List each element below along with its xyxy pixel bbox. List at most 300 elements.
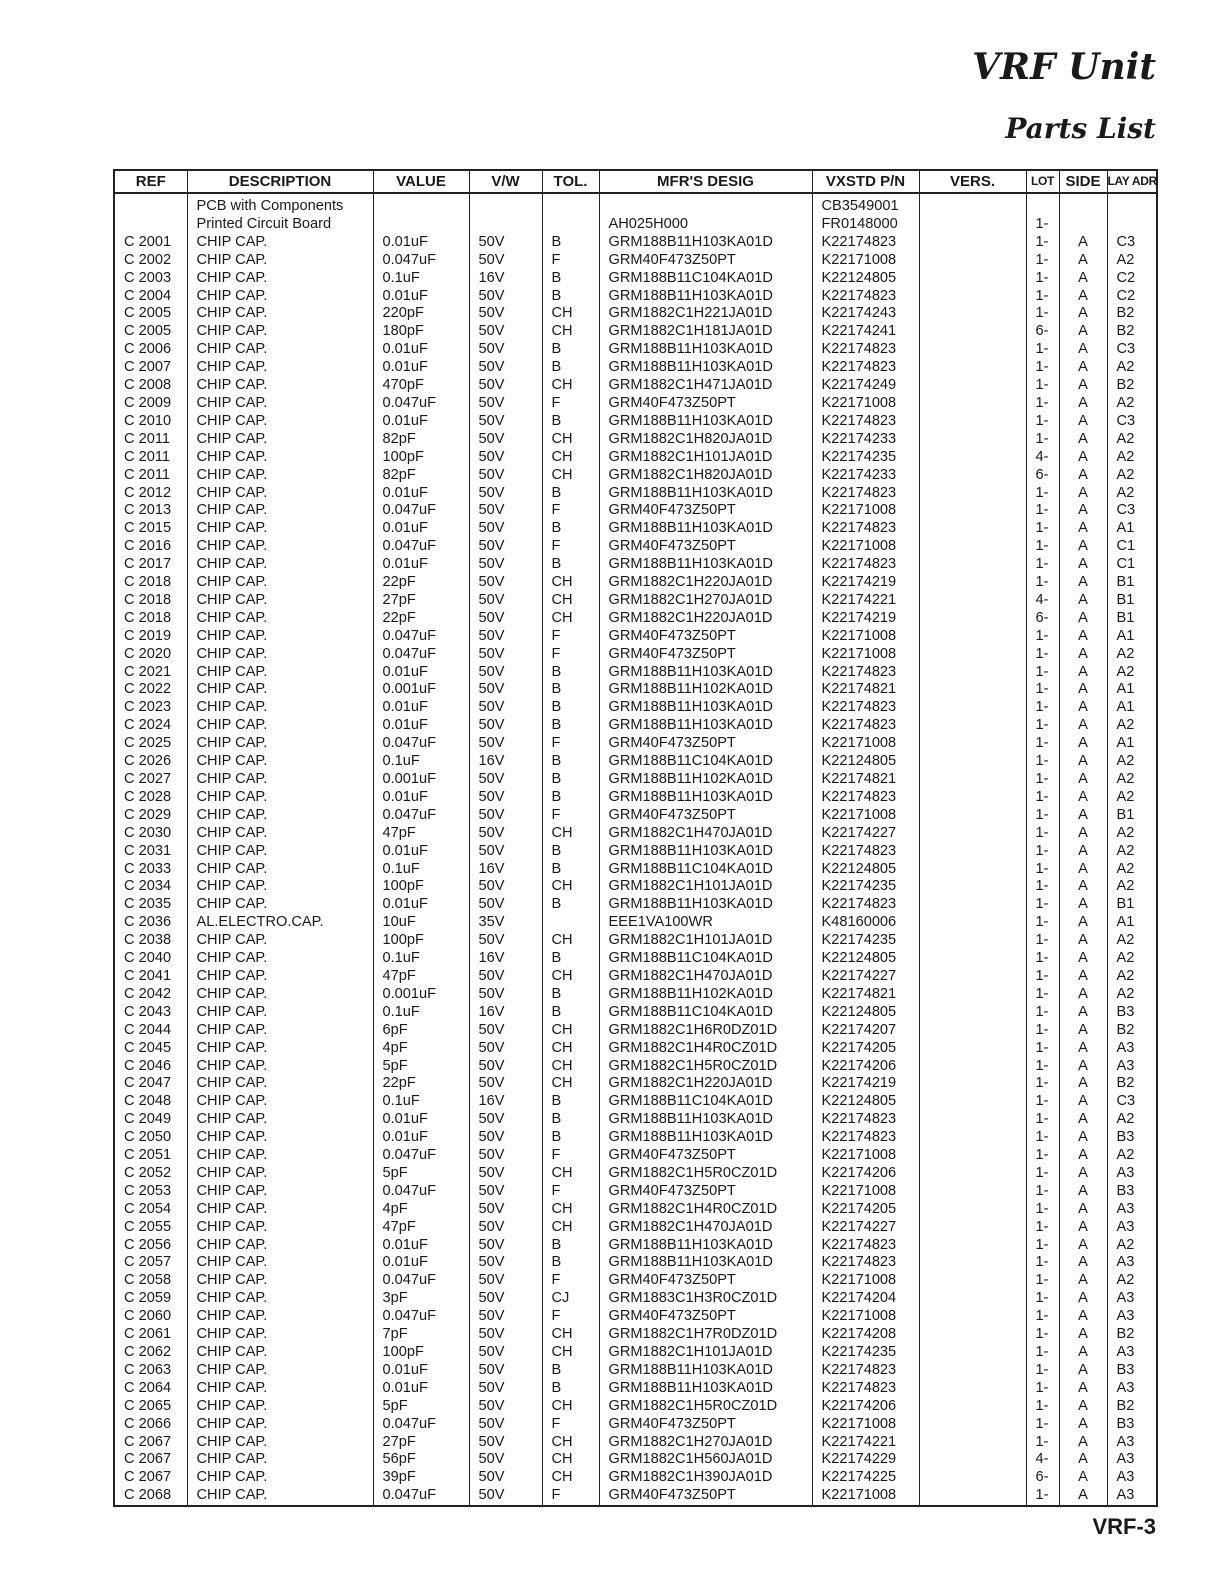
side-cell: A <box>1059 305 1107 323</box>
side-cell: A <box>1059 288 1107 306</box>
lot-cell: 1- <box>1026 538 1059 556</box>
lay-adr-cell: B3 <box>1107 1362 1157 1380</box>
description-cell: CHIP CAP. <box>187 1237 373 1255</box>
tolerance-cell: B <box>542 1093 599 1111</box>
description-cell: AL.ELECTRO.CAP. <box>187 914 373 932</box>
mfr-desig-cell: GRM1882C1H181JA01D <box>599 323 812 341</box>
version-cell <box>919 610 1026 628</box>
vw-cell: 50V <box>469 896 542 914</box>
lot-cell: 1- <box>1026 1111 1059 1129</box>
version-cell <box>919 252 1026 270</box>
mfr-desig-cell: GRM1882C1H101JA01D <box>599 932 812 950</box>
vxstd-pn-cell: K22174823 <box>812 699 919 717</box>
tolerance-cell: B <box>542 1380 599 1398</box>
description-cell: CHIP CAP. <box>187 681 373 699</box>
version-cell <box>919 449 1026 467</box>
value-cell: 0.047uF <box>373 807 469 825</box>
lay-adr-cell: A1 <box>1107 735 1157 753</box>
table-row <box>114 395 1157 413</box>
tolerance-cell: F <box>542 252 599 270</box>
tolerance-cell: B <box>542 1254 599 1272</box>
table-row <box>114 681 1157 699</box>
vxstd-pn-cell: K22174206 <box>812 1165 919 1183</box>
ref-cell: C 2045 <box>114 1040 187 1058</box>
version-cell <box>919 1058 1026 1076</box>
version-cell <box>919 377 1026 395</box>
tolerance-cell: B <box>542 413 599 431</box>
table-row <box>114 1093 1157 1111</box>
mfr-desig-cell: GRM1882C1H101JA01D <box>599 1344 812 1362</box>
vw-cell: 50V <box>469 485 542 503</box>
vxstd-pn-cell: K22174241 <box>812 323 919 341</box>
mfr-desig-cell: GRM1882C1H220JA01D <box>599 574 812 592</box>
description-cell: CHIP CAP. <box>187 753 373 771</box>
lay-adr-cell: B2 <box>1107 1075 1157 1093</box>
mfr-desig-cell: GRM1882C1H471JA01D <box>599 377 812 395</box>
tolerance-cell: CH <box>542 431 599 449</box>
vw-cell: 50V <box>469 789 542 807</box>
version-cell <box>919 502 1026 520</box>
mfr-desig-cell: GRM40F473Z50PT <box>599 628 812 646</box>
table-row <box>114 467 1157 485</box>
version-cell <box>919 1344 1026 1362</box>
mfr-desig-cell: GRM1882C1H4R0CZ01D <box>599 1201 812 1219</box>
lot-cell: 1- <box>1026 807 1059 825</box>
version-cell <box>919 699 1026 717</box>
value-cell: 0.01uF <box>373 664 469 682</box>
ref-cell: C 2042 <box>114 986 187 1004</box>
tolerance-cell: B <box>542 789 599 807</box>
table-row <box>114 664 1157 682</box>
tolerance-cell: B <box>542 1237 599 1255</box>
vxstd-pn-cell: K22174823 <box>812 520 919 538</box>
vxstd-pn-cell: K22171008 <box>812 395 919 413</box>
version-cell <box>919 216 1026 234</box>
vw-cell: 50V <box>469 1219 542 1237</box>
value-cell: 0.01uF <box>373 520 469 538</box>
value-cell: 0.001uF <box>373 681 469 699</box>
vxstd-pn-cell: K48160006 <box>812 914 919 932</box>
ref-cell: C 2040 <box>114 950 187 968</box>
lay-adr-cell: A3 <box>1107 1254 1157 1272</box>
lot-cell: 1- <box>1026 789 1059 807</box>
mfr-desig-cell <box>599 193 812 216</box>
tolerance-cell: CH <box>542 1165 599 1183</box>
description-cell: CHIP CAP. <box>187 234 373 252</box>
lot-cell: 1- <box>1026 681 1059 699</box>
lot-cell: 1- <box>1026 413 1059 431</box>
value-cell: 7pF <box>373 1326 469 1344</box>
ref-cell: C 2003 <box>114 270 187 288</box>
side-cell: A <box>1059 646 1107 664</box>
column-header: SIDE <box>1059 170 1107 193</box>
table-row <box>114 1111 1157 1129</box>
value-cell: 470pF <box>373 377 469 395</box>
lot-cell: 1- <box>1026 950 1059 968</box>
value-cell: 0.01uF <box>373 288 469 306</box>
parts-list-table <box>113 169 1158 1507</box>
vw-cell: 50V <box>469 395 542 413</box>
lay-adr-cell: A3 <box>1107 1308 1157 1326</box>
version-cell <box>919 735 1026 753</box>
vw-cell: 50V <box>469 878 542 896</box>
side-cell: A <box>1059 681 1107 699</box>
description-cell: CHIP CAP. <box>187 270 373 288</box>
lot-cell: 1- <box>1026 1093 1059 1111</box>
version-cell <box>919 1362 1026 1380</box>
description-cell: CHIP CAP. <box>187 1040 373 1058</box>
vxstd-pn-cell: K22174823 <box>812 843 919 861</box>
side-cell: A <box>1059 735 1107 753</box>
table-row <box>114 1075 1157 1093</box>
lot-cell: 1- <box>1026 914 1059 932</box>
side-cell: A <box>1059 789 1107 807</box>
vxstd-pn-cell: K22174235 <box>812 878 919 896</box>
lay-adr-cell: C3 <box>1107 234 1157 252</box>
side-cell: A <box>1059 270 1107 288</box>
ref-cell: C 2011 <box>114 431 187 449</box>
ref-cell: C 2001 <box>114 234 187 252</box>
version-cell <box>919 825 1026 843</box>
vxstd-pn-cell: K22174235 <box>812 1344 919 1362</box>
side-cell: A <box>1059 413 1107 431</box>
side-cell: A <box>1059 1183 1107 1201</box>
tolerance-cell: CH <box>542 1022 599 1040</box>
lay-adr-cell: A2 <box>1107 843 1157 861</box>
tolerance-cell: B <box>542 896 599 914</box>
value-cell: 0.01uF <box>373 1237 469 1255</box>
mfr-desig-cell: GRM40F473Z50PT <box>599 1183 812 1201</box>
version-cell <box>919 520 1026 538</box>
ref-cell: C 2016 <box>114 538 187 556</box>
table-row <box>114 861 1157 879</box>
table-row <box>114 1344 1157 1362</box>
ref-cell: C 2026 <box>114 753 187 771</box>
version-cell <box>919 1434 1026 1452</box>
lot-cell: 1- <box>1026 395 1059 413</box>
lay-adr-cell: A2 <box>1107 1111 1157 1129</box>
value-cell: 39pF <box>373 1469 469 1487</box>
tolerance-cell: B <box>542 843 599 861</box>
mfr-desig-cell: GRM1882C1H220JA01D <box>599 610 812 628</box>
tolerance-cell: B <box>542 270 599 288</box>
mfr-desig-cell: GRM188B11H103KA01D <box>599 341 812 359</box>
side-cell: A <box>1059 359 1107 377</box>
version-cell <box>919 1416 1026 1434</box>
tolerance-cell: F <box>542 502 599 520</box>
tolerance-cell: F <box>542 1147 599 1165</box>
ref-cell: C 2033 <box>114 861 187 879</box>
version-cell <box>919 1183 1026 1201</box>
value-cell: 3pF <box>373 1290 469 1308</box>
description-cell: CHIP CAP. <box>187 1362 373 1380</box>
lay-adr-cell: A2 <box>1107 878 1157 896</box>
version-cell <box>919 431 1026 449</box>
table-row <box>114 1219 1157 1237</box>
version-cell <box>919 193 1026 216</box>
side-cell: A <box>1059 1147 1107 1165</box>
value-cell: 0.1uF <box>373 861 469 879</box>
description-cell: CHIP CAP. <box>187 1398 373 1416</box>
lay-adr-cell: A2 <box>1107 932 1157 950</box>
vw-cell: 16V <box>469 950 542 968</box>
vxstd-pn-cell: K22174823 <box>812 789 919 807</box>
description-cell: CHIP CAP. <box>187 574 373 592</box>
mfr-desig-cell: GRM40F473Z50PT <box>599 502 812 520</box>
table-row <box>114 193 1157 216</box>
vw-cell: 50V <box>469 807 542 825</box>
description-cell: CHIP CAP. <box>187 359 373 377</box>
tolerance-cell: F <box>542 628 599 646</box>
lay-adr-cell: C3 <box>1107 1093 1157 1111</box>
version-cell <box>919 628 1026 646</box>
lot-cell: 1- <box>1026 825 1059 843</box>
description-cell: CHIP CAP. <box>187 1290 373 1308</box>
mfr-desig-cell: GRM40F473Z50PT <box>599 1487 812 1506</box>
table-row <box>114 538 1157 556</box>
version-cell <box>919 1022 1026 1040</box>
lay-adr-cell: C2 <box>1107 288 1157 306</box>
tolerance-cell: B <box>542 288 599 306</box>
vxstd-pn-cell: K22174821 <box>812 771 919 789</box>
tolerance-cell: CH <box>542 1434 599 1452</box>
mfr-desig-cell: GRM1882C1H4R0CZ01D <box>599 1040 812 1058</box>
table-row <box>114 807 1157 825</box>
lot-cell: 1- <box>1026 717 1059 735</box>
mfr-desig-cell: GRM188B11H102KA01D <box>599 681 812 699</box>
lay-adr-cell: A3 <box>1107 1040 1157 1058</box>
lot-cell: 1- <box>1026 1058 1059 1076</box>
table-row <box>114 288 1157 306</box>
version-cell <box>919 1147 1026 1165</box>
mfr-desig-cell: GRM1882C1H820JA01D <box>599 431 812 449</box>
side-cell: A <box>1059 234 1107 252</box>
value-cell: 22pF <box>373 574 469 592</box>
version-cell <box>919 1165 1026 1183</box>
vw-cell: 50V <box>469 592 542 610</box>
lot-cell: 6- <box>1026 467 1059 485</box>
description-cell: CHIP CAP. <box>187 1308 373 1326</box>
lay-adr-cell: A2 <box>1107 861 1157 879</box>
mfr-desig-cell: GRM188B11H103KA01D <box>599 1237 812 1255</box>
side-cell: A <box>1059 449 1107 467</box>
vxstd-pn-cell: K22174823 <box>812 1362 919 1380</box>
lay-adr-cell: A2 <box>1107 1237 1157 1255</box>
vw-cell: 50V <box>469 1075 542 1093</box>
lot-cell: 1- <box>1026 1219 1059 1237</box>
value-cell: 0.047uF <box>373 252 469 270</box>
description-cell: CHIP CAP. <box>187 1093 373 1111</box>
version-cell <box>919 538 1026 556</box>
value-cell: 0.01uF <box>373 717 469 735</box>
ref-cell: C 2041 <box>114 968 187 986</box>
tolerance-cell: CH <box>542 377 599 395</box>
vxstd-pn-cell: K22174823 <box>812 1254 919 1272</box>
version-cell <box>919 646 1026 664</box>
side-cell: A <box>1059 1254 1107 1272</box>
tolerance-cell: CH <box>542 305 599 323</box>
ref-cell: C 2049 <box>114 1111 187 1129</box>
side-cell: A <box>1059 1272 1107 1290</box>
ref-cell: C 2044 <box>114 1022 187 1040</box>
mfr-desig-cell: GRM1882C1H470JA01D <box>599 1219 812 1237</box>
vw-cell: 50V <box>469 1147 542 1165</box>
value-cell: 0.01uF <box>373 1380 469 1398</box>
vw-cell: 50V <box>469 986 542 1004</box>
lay-adr-cell: C1 <box>1107 538 1157 556</box>
ref-cell: C 2038 <box>114 932 187 950</box>
ref-cell: C 2011 <box>114 449 187 467</box>
ref-cell: C 2018 <box>114 592 187 610</box>
version-cell <box>919 592 1026 610</box>
description-cell: CHIP CAP. <box>187 377 373 395</box>
description-cell: Printed Circuit Board <box>187 216 373 234</box>
mfr-desig-cell: GRM1882C1H560JA01D <box>599 1451 812 1469</box>
vw-cell: 50V <box>469 1040 542 1058</box>
ref-cell: C 2066 <box>114 1416 187 1434</box>
description-cell: CHIP CAP. <box>187 896 373 914</box>
description-cell: CHIP CAP. <box>187 950 373 968</box>
ref-cell: C 2009 <box>114 395 187 413</box>
table-row <box>114 1183 1157 1201</box>
value-cell: 27pF <box>373 1434 469 1452</box>
value-cell: 100pF <box>373 932 469 950</box>
lay-adr-cell: B3 <box>1107 1416 1157 1434</box>
tolerance-cell: B <box>542 950 599 968</box>
vxstd-pn-cell: K22174205 <box>812 1040 919 1058</box>
version-cell <box>919 807 1026 825</box>
vw-cell: 50V <box>469 646 542 664</box>
mfr-desig-cell: GRM1882C1H220JA01D <box>599 1075 812 1093</box>
table-row <box>114 986 1157 1004</box>
table-row <box>114 1362 1157 1380</box>
side-cell: A <box>1059 574 1107 592</box>
value-cell: 0.047uF <box>373 735 469 753</box>
vxstd-pn-cell: K22171008 <box>812 502 919 520</box>
lay-adr-cell: A2 <box>1107 485 1157 503</box>
side-cell: A <box>1059 1219 1107 1237</box>
tolerance-cell: F <box>542 807 599 825</box>
lot-cell: 1- <box>1026 878 1059 896</box>
tolerance-cell: B <box>542 861 599 879</box>
value-cell: 100pF <box>373 878 469 896</box>
vxstd-pn-cell: K22174208 <box>812 1326 919 1344</box>
vxstd-pn-cell: K22174823 <box>812 341 919 359</box>
lay-adr-cell: A3 <box>1107 1344 1157 1362</box>
side-cell: A <box>1059 1004 1107 1022</box>
vw-cell: 50V <box>469 467 542 485</box>
description-cell: CHIP CAP. <box>187 467 373 485</box>
lot-cell: 1- <box>1026 1362 1059 1380</box>
description-cell: CHIP CAP. <box>187 538 373 556</box>
lay-adr-cell: B2 <box>1107 377 1157 395</box>
tolerance-cell: CJ <box>542 1290 599 1308</box>
lay-adr-cell: A2 <box>1107 753 1157 771</box>
mfr-desig-cell: GRM188B11C104KA01D <box>599 950 812 968</box>
version-cell <box>919 753 1026 771</box>
vxstd-pn-cell: K22174823 <box>812 359 919 377</box>
ref-cell <box>114 216 187 234</box>
side-cell: A <box>1059 395 1107 413</box>
side-cell: A <box>1059 1290 1107 1308</box>
lay-adr-cell: A3 <box>1107 1219 1157 1237</box>
value-cell: 0.047uF <box>373 1487 469 1506</box>
tolerance-cell: CH <box>542 932 599 950</box>
column-header: REF <box>114 170 187 193</box>
table-row <box>114 753 1157 771</box>
mfr-desig-cell: GRM40F473Z50PT <box>599 1147 812 1165</box>
description-cell: CHIP CAP. <box>187 1004 373 1022</box>
side-cell: A <box>1059 1398 1107 1416</box>
tolerance-cell: B <box>542 681 599 699</box>
lot-cell: 1- <box>1026 1165 1059 1183</box>
lot-cell: 1- <box>1026 1022 1059 1040</box>
description-cell: CHIP CAP. <box>187 449 373 467</box>
lot-cell: 1- <box>1026 252 1059 270</box>
side-cell: A <box>1059 825 1107 843</box>
lay-adr-cell: B1 <box>1107 896 1157 914</box>
version-cell <box>919 1004 1026 1022</box>
column-header: VXSTD P/N <box>812 170 919 193</box>
mfr-desig-cell: EEE1VA100WR <box>599 914 812 932</box>
lot-cell: 6- <box>1026 1469 1059 1487</box>
ref-cell: C 2002 <box>114 252 187 270</box>
value-cell: 0.047uF <box>373 1308 469 1326</box>
side-cell: A <box>1059 628 1107 646</box>
version-cell <box>919 789 1026 807</box>
vw-cell: 50V <box>469 359 542 377</box>
vw-cell: 50V <box>469 1290 542 1308</box>
version-cell <box>919 1201 1026 1219</box>
vxstd-pn-cell: K22124805 <box>812 1004 919 1022</box>
tolerance-cell: B <box>542 359 599 377</box>
value-cell: 0.1uF <box>373 950 469 968</box>
tolerance-cell: CH <box>542 825 599 843</box>
vw-cell: 50V <box>469 377 542 395</box>
mfr-desig-cell: GRM1882C1H820JA01D <box>599 467 812 485</box>
vw-cell: 50V <box>469 502 542 520</box>
tolerance-cell: B <box>542 717 599 735</box>
lay-adr-cell <box>1107 193 1157 216</box>
table-row <box>114 592 1157 610</box>
tolerance-cell: CH <box>542 1344 599 1362</box>
side-cell: A <box>1059 323 1107 341</box>
lay-adr-cell <box>1107 216 1157 234</box>
lay-adr-cell: A2 <box>1107 646 1157 664</box>
vxstd-pn-cell: K22174221 <box>812 592 919 610</box>
lot-cell: 1- <box>1026 1344 1059 1362</box>
lot-cell: 1- <box>1026 771 1059 789</box>
value-cell: 0.01uF <box>373 896 469 914</box>
ref-cell: C 2056 <box>114 1237 187 1255</box>
vw-cell: 16V <box>469 270 542 288</box>
mfr-desig-cell: GRM1882C1H270JA01D <box>599 592 812 610</box>
ref-cell: C 2065 <box>114 1398 187 1416</box>
side-cell: A <box>1059 1380 1107 1398</box>
vw-cell: 16V <box>469 1004 542 1022</box>
value-cell: 0.01uF <box>373 234 469 252</box>
description-cell: CHIP CAP. <box>187 717 373 735</box>
table-row <box>114 574 1157 592</box>
vw-cell: 50V <box>469 628 542 646</box>
side-cell: A <box>1059 986 1107 1004</box>
mfr-desig-cell: GRM188B11H103KA01D <box>599 485 812 503</box>
version-cell <box>919 1129 1026 1147</box>
vxstd-pn-cell: K22171008 <box>812 1487 919 1506</box>
tolerance-cell: B <box>542 485 599 503</box>
ref-cell: C 2036 <box>114 914 187 932</box>
lay-adr-cell: A1 <box>1107 699 1157 717</box>
